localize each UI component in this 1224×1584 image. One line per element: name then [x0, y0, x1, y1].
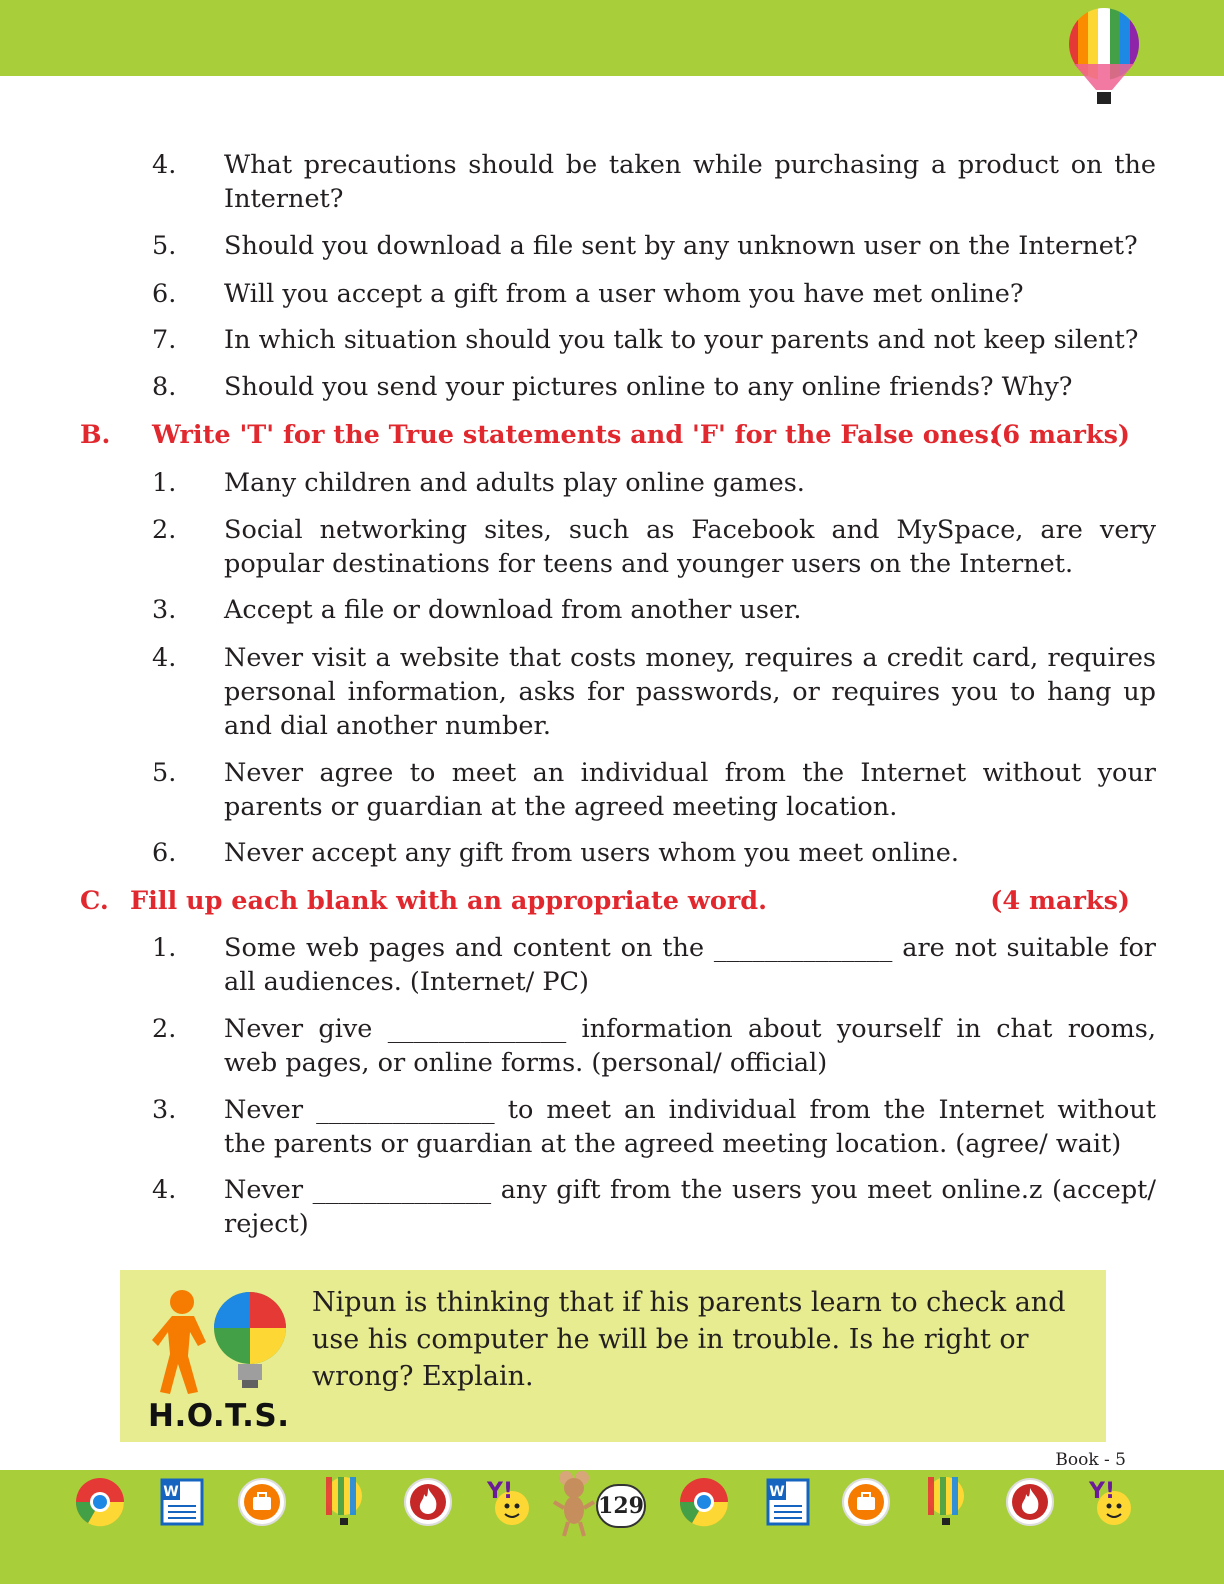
- chrome-icon: [678, 1476, 730, 1528]
- balloon-icon: [318, 1476, 370, 1528]
- svg-text:W: W: [163, 1484, 179, 1500]
- section-b-title: Write 'T' for the True statements and 'F' for the False ones:: [152, 420, 999, 450]
- section-b-marks: (6 marks): [990, 420, 1130, 450]
- word-icon: [762, 1476, 814, 1528]
- fire-icon: [402, 1476, 454, 1528]
- chrome-icon: [74, 1476, 126, 1528]
- briefcase-icon: [840, 1476, 892, 1528]
- yahoo-icon: [1084, 1476, 1136, 1528]
- section-c-letter: C.: [80, 886, 109, 916]
- hots-question: Nipun is thinking that if his parents learn to check and use his computer he will be in trouble. Is he right or wrong? Explain.: [312, 1287, 1066, 1392]
- svg-text:Y!: Y!: [487, 1479, 513, 1504]
- balloon-icon: [920, 1476, 972, 1528]
- fire-icon: [1004, 1476, 1056, 1528]
- word-icon: [156, 1476, 208, 1528]
- briefcase-icon: [236, 1476, 288, 1528]
- book-label: Book - 5: [1055, 1450, 1126, 1470]
- svg-text:W: W: [769, 1484, 785, 1500]
- hots-label: H.O.T.S.: [148, 1398, 290, 1434]
- mouse-mascot-icon: [552, 1468, 596, 1538]
- svg-text:Y!: Y!: [1089, 1479, 1115, 1504]
- top-green-band: [0, 0, 1224, 76]
- section-c-marks: (4 marks): [990, 886, 1130, 916]
- section-b-letter: B.: [80, 420, 111, 450]
- hot-air-balloon-icon: [1066, 8, 1142, 108]
- page-number: 129: [596, 1484, 646, 1528]
- puzzle-bulb-figure-icon: [148, 1280, 298, 1398]
- yahoo-icon: [482, 1476, 534, 1528]
- section-c-title: Fill up each blank with an appropriate word.: [130, 886, 767, 916]
